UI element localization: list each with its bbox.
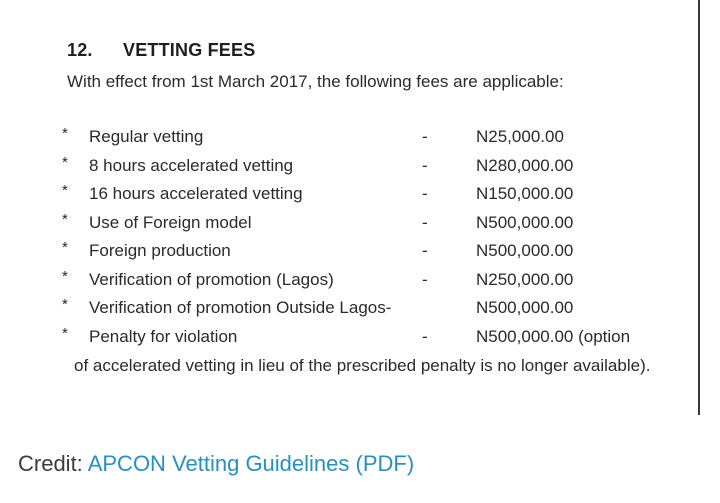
fee-row bbox=[62, 324, 682, 356]
fee-name: Verification of promotion (Lagos) bbox=[89, 269, 334, 289]
fee-name: 16 hours accelerated vetting bbox=[89, 184, 303, 203]
fee-dash: - bbox=[422, 184, 428, 203]
fee-row bbox=[62, 241, 682, 270]
credit-label: Credit: bbox=[18, 451, 88, 476]
fee-name: Verification of promotion Outside Lagos- bbox=[89, 298, 392, 317]
section-heading bbox=[67, 40, 255, 61]
fee-row bbox=[62, 184, 682, 213]
fee-name: 8 hours accelerated vetting bbox=[89, 155, 294, 175]
fee-row bbox=[62, 127, 682, 156]
bullet: * bbox=[62, 153, 68, 171]
fee-name: Use of Foreign model bbox=[89, 212, 252, 232]
fee-dash: - bbox=[422, 127, 428, 146]
bullet: * bbox=[62, 125, 68, 142]
fee-amount: N150,000.00 bbox=[476, 184, 574, 203]
bullet: * bbox=[62, 267, 68, 285]
fee-name: Penalty for violation bbox=[89, 326, 238, 346]
fee-amount: N500,000.00 bbox=[476, 298, 574, 317]
fee-row bbox=[62, 210, 682, 242]
fee-list bbox=[62, 127, 682, 355]
fee-dash: - bbox=[422, 269, 428, 289]
fee-dash: - bbox=[422, 212, 428, 232]
fee-dash: - bbox=[422, 155, 428, 175]
fee-row bbox=[62, 153, 682, 185]
credit-link[interactable]: APCON Vetting Guidelines (PDF) bbox=[87, 451, 415, 476]
fee-dash: - bbox=[422, 326, 428, 346]
fee-amount: N500,000.00 bbox=[476, 241, 574, 260]
fee-amount: N500,000.00 bbox=[476, 212, 574, 232]
page-edge bbox=[698, 0, 700, 415]
fee-amount: N25,000.00 bbox=[476, 127, 564, 146]
credit-line bbox=[18, 451, 414, 477]
fee-name: Foreign production bbox=[89, 241, 231, 260]
bullet: * bbox=[62, 324, 68, 342]
fee-dash: - bbox=[422, 241, 428, 260]
bullet: * bbox=[62, 182, 68, 199]
section-title: VETTING FEES bbox=[123, 40, 256, 60]
fee-row bbox=[62, 267, 682, 299]
fee-amount: N250,000.00 bbox=[476, 269, 574, 289]
penalty-note: of accelerated vetting in lieu of the prescribed penalty is no longer available). bbox=[74, 356, 651, 375]
bullet: * bbox=[62, 296, 68, 313]
fee-row bbox=[62, 298, 682, 327]
fee-name: Regular vetting bbox=[89, 127, 204, 146]
bullet: * bbox=[62, 239, 68, 256]
bullet: * bbox=[62, 210, 68, 228]
section-number: 12. bbox=[67, 40, 93, 60]
fee-amount: N280,000.00 bbox=[476, 155, 574, 175]
section-intro: With effect from 1st March 2017, the following fees are applicable: bbox=[67, 72, 564, 91]
fee-amount: N500,000.00 (option bbox=[476, 326, 631, 346]
